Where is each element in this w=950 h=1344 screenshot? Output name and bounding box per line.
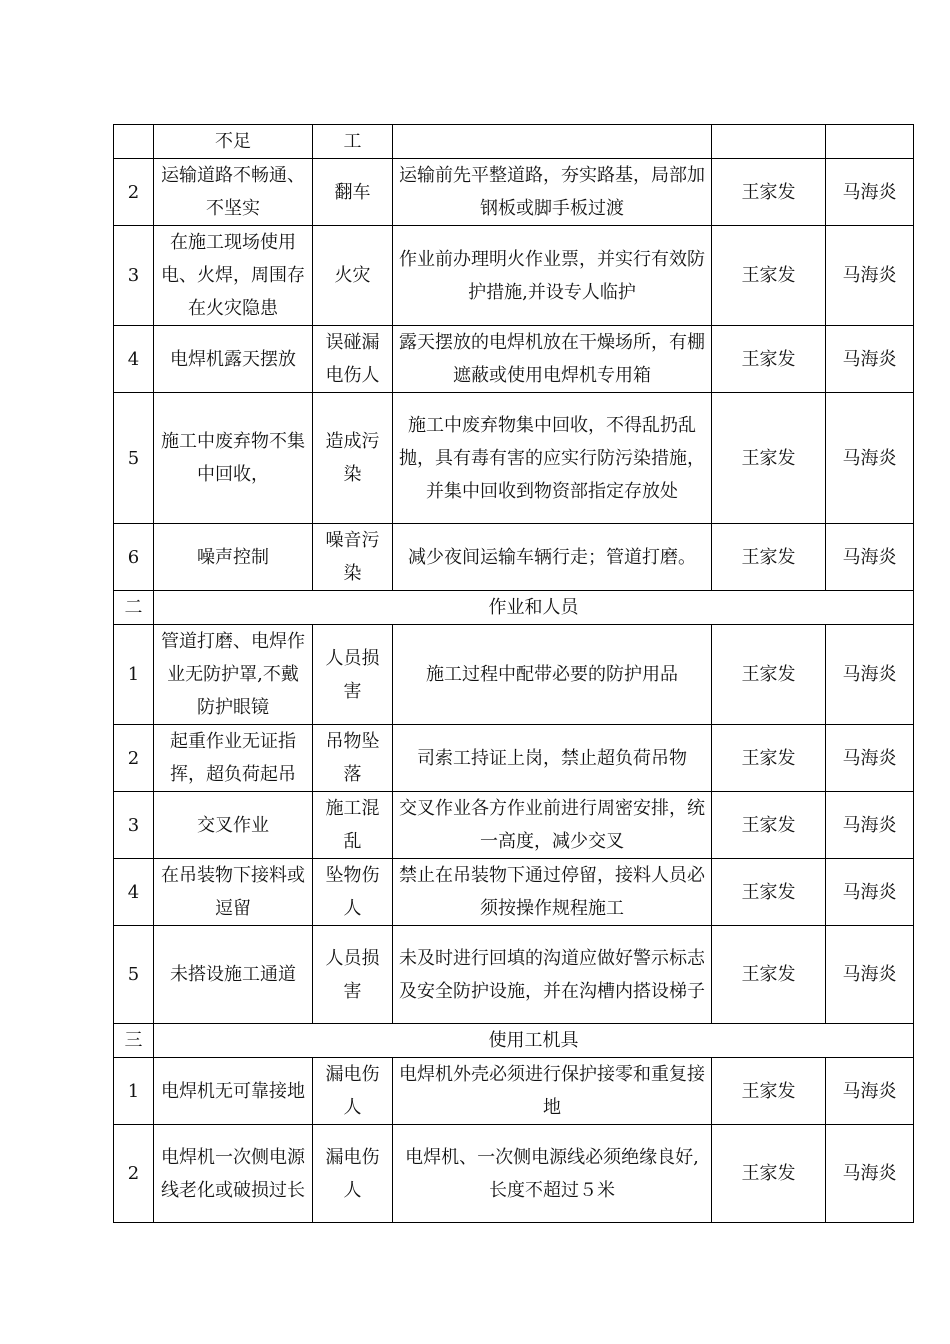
row-number: 2 [114,159,154,226]
responsible-cell: 王家发 [712,524,826,591]
measure-cell: 司索工持证上岗，禁止超负荷吊物 [393,725,712,792]
table-row [114,1058,914,1125]
consequence-cell: 误碰漏电伤人 [313,326,393,393]
measure-cell: 电焊机、一次侧电源线必须绝缘良好,长度不超过５米 [393,1125,712,1223]
responsible-cell: 王家发 [712,326,826,393]
consequence-cell: 坠物伤人 [313,859,393,926]
hazard-cell: 施工中废弃物不集中回收， [154,393,313,524]
responsible-cell: 王家发 [712,725,826,792]
table-row [114,524,914,591]
row-number: 2 [114,1125,154,1223]
row-number: 2 [114,725,154,792]
consequence-cell: 漏电伤人 [313,1058,393,1125]
hazard-cell: 运输道路不畅通、不坚实 [154,159,313,226]
table-row [114,725,914,792]
hazard-cell: 在吊装物下接料或逗留 [154,859,313,926]
section-header-row [114,591,914,625]
supervisor-cell: 马海炎 [826,226,914,326]
table-row [114,1125,914,1223]
supervisor-cell: 马海炎 [826,859,914,926]
supervisor-cell: 马海炎 [826,926,914,1024]
table-row [114,159,914,226]
risk-measure-table [113,124,914,1223]
row-number [114,125,154,159]
supervisor-cell: 马海炎 [826,792,914,859]
consequence-cell: 火灾 [313,226,393,326]
supervisor-cell: 马海炎 [826,1125,914,1223]
supervisor-cell: 马海炎 [826,393,914,524]
section-number: 二 [114,591,154,625]
hazard-cell: 管道打磨、电焊作业无防护罩,不戴防护眼镜 [154,625,313,725]
responsible-cell: 王家发 [712,1125,826,1223]
supervisor-cell [826,125,914,159]
responsible-cell: 王家发 [712,226,826,326]
supervisor-cell: 马海炎 [826,159,914,226]
hazard-cell: 电焊机露天摆放 [154,326,313,393]
responsible-cell: 王家发 [712,625,826,725]
consequence-cell: 漏电伤人 [313,1125,393,1223]
measure-cell: 作业前办理明火作业票，并实行有效防护措施,并设专人临护 [393,226,712,326]
measure-cell: 电焊机外壳必须进行保护接零和重复接地 [393,1058,712,1125]
hazard-cell: 电焊机一次侧电源线老化或破损过长 [154,1125,313,1223]
table-row [114,393,914,524]
hazard-cell: 噪声控制 [154,524,313,591]
measure-cell: 减少夜间运输车辆行走；管道打磨。 [393,524,712,591]
row-number: 4 [114,326,154,393]
supervisor-cell: 马海炎 [826,725,914,792]
responsible-cell: 王家发 [712,859,826,926]
section-number: 三 [114,1024,154,1058]
consequence-cell: 人员损害 [313,625,393,725]
responsible-cell: 王家发 [712,1058,826,1125]
section-title: 使用工机具 [154,1024,914,1058]
hazard-cell: 未搭设施工通道 [154,926,313,1024]
responsible-cell: 王家发 [712,792,826,859]
table-row [114,926,914,1024]
table-row [114,792,914,859]
measure-cell: 施工中废弃物集中回收，不得乱扔乱抛，具有毒有害的应实行防污染措施，并集中回收到物资部指定存放处 [393,393,712,524]
measure-cell [393,125,712,159]
measure-cell: 露天摆放的电焊机放在干燥场所，有棚遮蔽或使用电焊机专用箱 [393,326,712,393]
responsible-cell [712,125,826,159]
section-title: 作业和人员 [154,591,914,625]
measure-cell: 运输前先平整道路，夯实路基，局部加钢板或脚手板过渡 [393,159,712,226]
consequence-cell: 施工混乱 [313,792,393,859]
measure-cell: 禁止在吊装物下通过停留，接料人员必须按操作规程施工 [393,859,712,926]
consequence-cell: 人员损害 [313,926,393,1024]
consequence-cell: 噪音污染 [313,524,393,591]
supervisor-cell: 马海炎 [826,1058,914,1125]
consequence-cell: 翻车 [313,159,393,226]
responsible-cell: 王家发 [712,159,826,226]
row-number: 3 [114,226,154,326]
row-number: 1 [114,625,154,725]
measure-cell: 交叉作业各方作业前进行周密安排，统一高度，减少交叉 [393,792,712,859]
row-number: 1 [114,1058,154,1125]
hazard-cell: 在施工现场使用电、火焊，周围存在火灾隐患 [154,226,313,326]
measure-cell: 施工过程中配带必要的防护用品 [393,625,712,725]
measure-cell: 未及时进行回填的沟道应做好警示标志及安全防护设施，并在沟槽内搭设梯子 [393,926,712,1024]
hazard-cell: 不足 [154,125,313,159]
table-row [114,625,914,725]
consequence-cell: 吊物坠落 [313,725,393,792]
section-header-row [114,1024,914,1058]
consequence-cell: 造成污染 [313,393,393,524]
table-row [114,326,914,393]
row-number: 5 [114,393,154,524]
row-number: 5 [114,926,154,1024]
table-row [114,125,914,159]
supervisor-cell: 马海炎 [826,625,914,725]
hazard-cell: 电焊机无可靠接地 [154,1058,313,1125]
table-row [114,859,914,926]
hazard-cell: 起重作业无证指挥，超负荷起吊 [154,725,313,792]
table-row [114,226,914,326]
row-number: 6 [114,524,154,591]
supervisor-cell: 马海炎 [826,524,914,591]
consequence-cell: 工 [313,125,393,159]
row-number: 4 [114,859,154,926]
responsible-cell: 王家发 [712,926,826,1024]
responsible-cell: 王家发 [712,393,826,524]
hazard-cell: 交叉作业 [154,792,313,859]
row-number: 3 [114,792,154,859]
supervisor-cell: 马海炎 [826,326,914,393]
